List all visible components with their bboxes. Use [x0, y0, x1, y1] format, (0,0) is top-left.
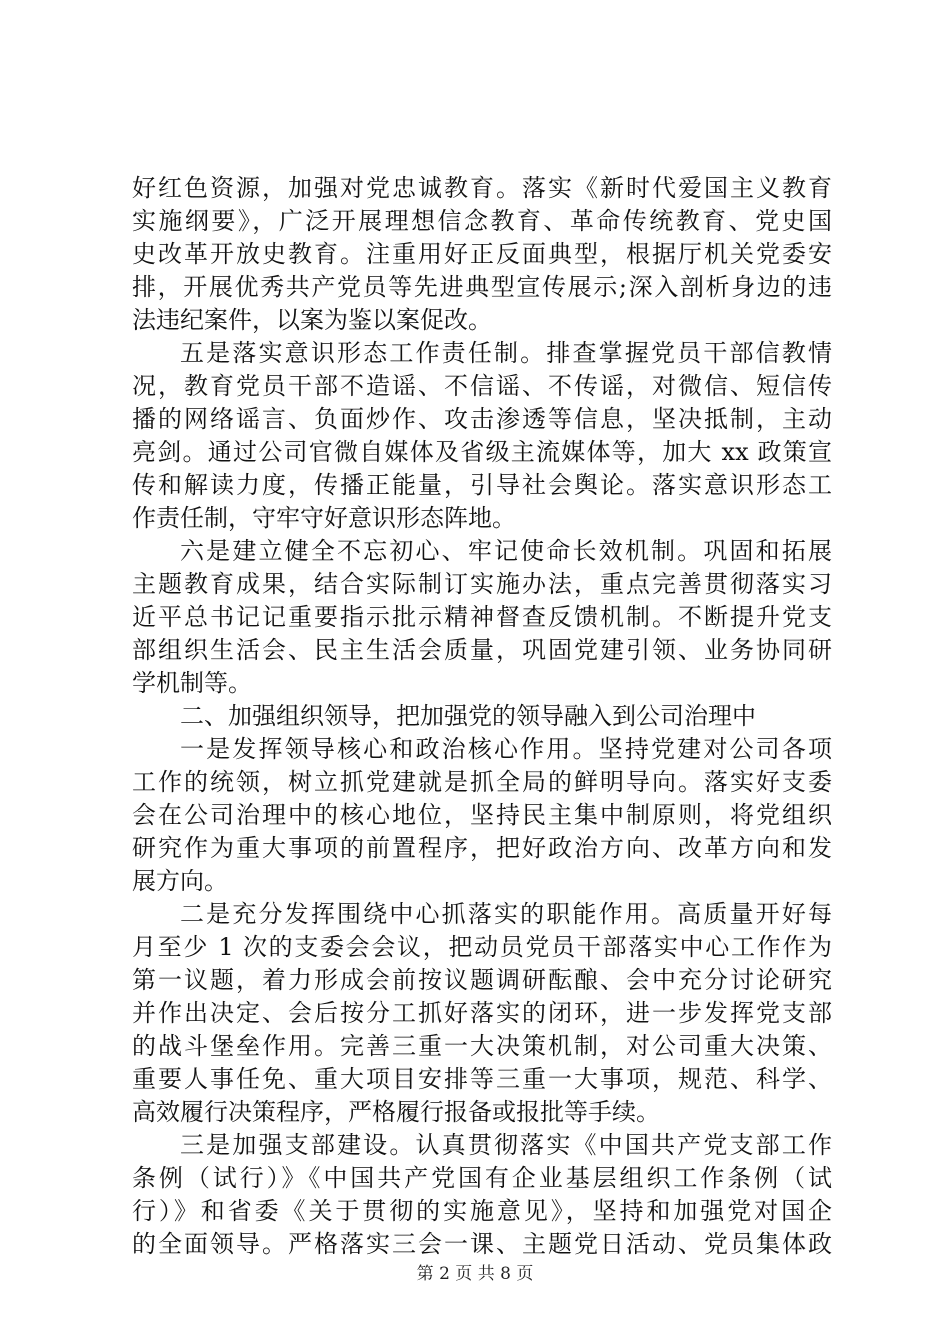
- text-line: 近平总书记记重要指示批示精神督查反馈机制。不断提升党支: [132, 603, 832, 631]
- text-line: 会在公司治理中的核心地位，坚持民主集中制原则，将党组织: [132, 801, 832, 829]
- text-line: 作责任制，守牢守好意识形态阵地。: [132, 504, 516, 532]
- document-body: [132, 172, 832, 1261]
- text-line: 研究作为重大事项的前置程序，把好政治方向、改革方向和发: [132, 834, 832, 862]
- text-line: 史改革开放史教育。注重用好正反面典型，根据厅机关党委安: [132, 240, 832, 268]
- text-line: 行）》和省委《关于贯彻的实施意见》，坚持和加强党对国企: [132, 1197, 832, 1225]
- text-line: 传和解读力度，传播正能量，引导社会舆论。落实意识形态工: [132, 471, 832, 499]
- page-footer: 第 2 页 共 8 页: [416, 1264, 534, 1284]
- text-line: 排，开展优秀共产党员等先进典型宣传展示;深入剖析身边的违: [132, 273, 832, 301]
- text-line: 学机制等。: [132, 669, 252, 697]
- text-line: 亮剑。通过公司官微自媒体及省级主流媒体等，加大 xx 政策宣: [132, 438, 832, 466]
- text-line: 的全面领导。严格落实三会一课、主题党日活动、党员集体政: [132, 1230, 832, 1258]
- text-line: 好红色资源，加强对党忠诚教育。落实《新时代爱国主义教育: [132, 174, 832, 202]
- text-line: 一是发挥领导核心和政治核心作用。坚持党建对公司各项: [180, 735, 832, 763]
- text-line: 实施纲要》，广泛开展理想信念教育、革命传统教育、党史国: [132, 207, 832, 235]
- text-line: 重要人事任免、重大项目安排等三重一大事项，规范、科学、: [132, 1065, 832, 1093]
- text-line: 工作的统领，树立抓党建就是抓全局的鲜明导向。落实好支委: [132, 768, 832, 796]
- text-line: 并作出决定、会后按分工抓好落实的闭环，进一步发挥党支部: [132, 999, 832, 1027]
- text-line: 的战斗堡垒作用。完善三重一大决策机制，对公司重大决策、: [132, 1032, 832, 1060]
- text-line: 第一议题，着力形成会前按议题调研酝酿、会中充分讨论研究: [132, 966, 832, 994]
- text-line: 二是充分发挥围绕中心抓落实的职能作用。高质量开好每: [180, 900, 832, 928]
- text-line: 法违纪案件，以案为鉴以案促改。: [132, 306, 492, 334]
- text-line: 播的网络谣言、负面炒作、攻击渗透等信息，坚决抵制，主动: [132, 405, 832, 433]
- text-line: 条例（试行）》《中国共产党国有企业基层组织工作条例（试: [132, 1164, 832, 1192]
- text-line: 六是建立健全不忘初心、牢记使命长效机制。巩固和拓展: [180, 537, 832, 565]
- text-line: 月至少 1 次的支委会会议，把动员党员干部落实中心工作作为: [132, 933, 832, 961]
- text-line: 五是落实意识形态工作责任制。排查掌握党员干部信教情: [180, 339, 832, 367]
- text-line: 展方向。: [132, 867, 228, 895]
- text-line: 三是加强支部建设。认真贯彻落实《中国共产党支部工作: [180, 1131, 832, 1159]
- text-line: 部组织生活会、民主生活会质量，巩固党建引领、业务协同研: [132, 636, 832, 664]
- text-line: 况，教育党员干部不造谣、不信谣、不传谣，对微信、短信传: [132, 372, 832, 400]
- text-line: 主题教育成果，结合实际制订实施办法，重点完善贯彻落实习: [132, 570, 832, 598]
- text-line: 二、加强组织领导，把加强党的领导融入到公司治理中: [180, 702, 756, 730]
- text-line: 高效履行决策程序，严格履行报备或报批等手续。: [132, 1098, 660, 1126]
